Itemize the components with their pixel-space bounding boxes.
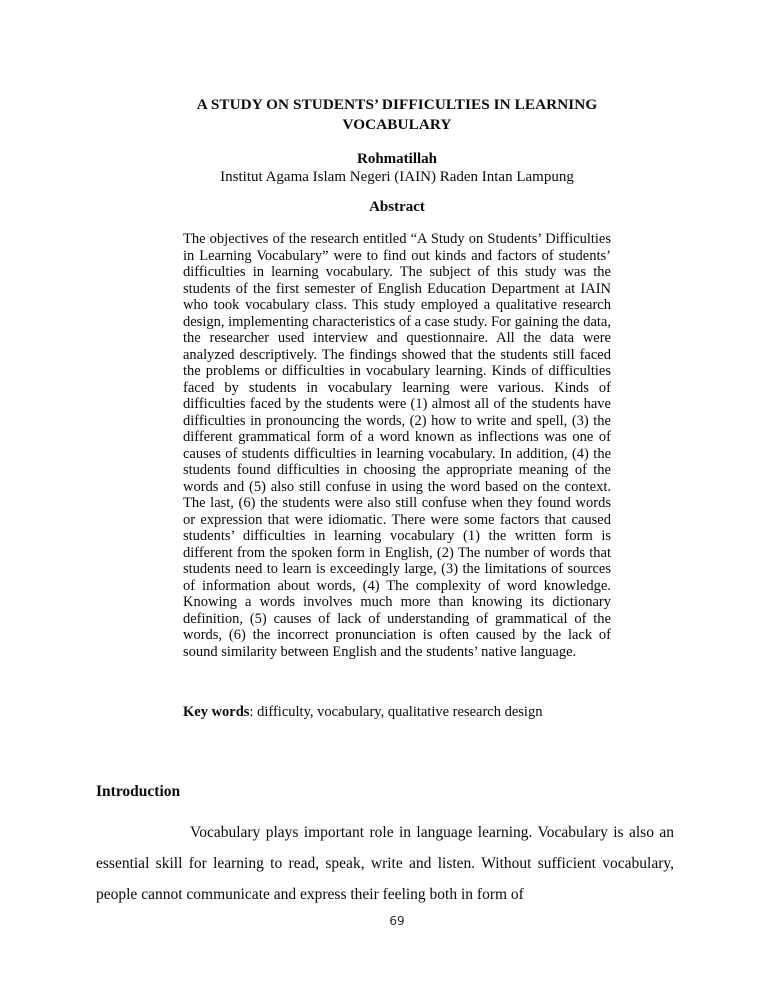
abstract-paragraph: The objectives of the research entitled “A Study on Students’ Difficulties in Learning Vocabulary” were to find out kinds and factors of students’ difficulties in learning vocabulary. The subject of this study was the students of the first semester of English Education Department at IAIN who took vocabulary class. This study employed a qualitative research design, implementing characteristics of a case study. For gaining the data, the researcher used interview and questionnaire. All the data were analyzed descriptively. The findings showed that the students still faced the problems or difficulties in vocabulary learning. Kinds of difficulties faced by students in vocabulary learning were various. Kinds of difficulties faced by the students were (1) almost all of the students have difficulties in pronouncing the words, (2) how to write and spell, (3) the different grammatical form of a word known as inflections was one of causes of students difficulties in learning vocabulary. In addition, (4) the students found difficulties in choosing the appropriate meaning of the words and (5) also still confuse in using the word based on the context. The last, (6) the students were also still confuse when they found words or expression that were idiomatic. There were some factors that caused students’ difficulties in learning vocabulary (1) the written form is different from the spoken form in English, (2) The number of words that students need to learn is exceedingly large, (3) the limitations of sources of information about words, (4) The complexity of word knowledge. Knowing a words involves much more than knowing its dictionary definition, (5) causes of lack of understanding of grammatical of the words, (6) the incorrect pronunciation is often caused by the lack of sound similarity between English and the students’ native language. [183, 231, 611, 660]
page-number: 69 [389, 914, 405, 928]
author-affiliation: Institut Agama Islam Negeri (IAIN) Raden Intan Lampung [220, 169, 574, 185]
paper-title: A STUDY ON STUDENTS’ DIFFICULTIES IN LEARNING VOCABULARY [196, 96, 598, 133]
keywords-label: Key words [183, 704, 250, 720]
keywords-line [183, 704, 611, 721]
abstract-heading: Abstract [369, 199, 425, 215]
author-name: Rohmatillah [356, 151, 437, 167]
introduction-paragraph: Vocabulary plays important role in language learning. Vocabulary is also an essential skill for learning to read, speak, write and listen. Without sufficient vocabulary, people cannot communicate and express their feeling both in form of [96, 824, 674, 903]
section-heading-introduction: Introduction [96, 783, 181, 800]
keywords-text: : difficulty, vocabulary, qualitative research design [249, 704, 543, 720]
paper-header [177, 95, 617, 216]
